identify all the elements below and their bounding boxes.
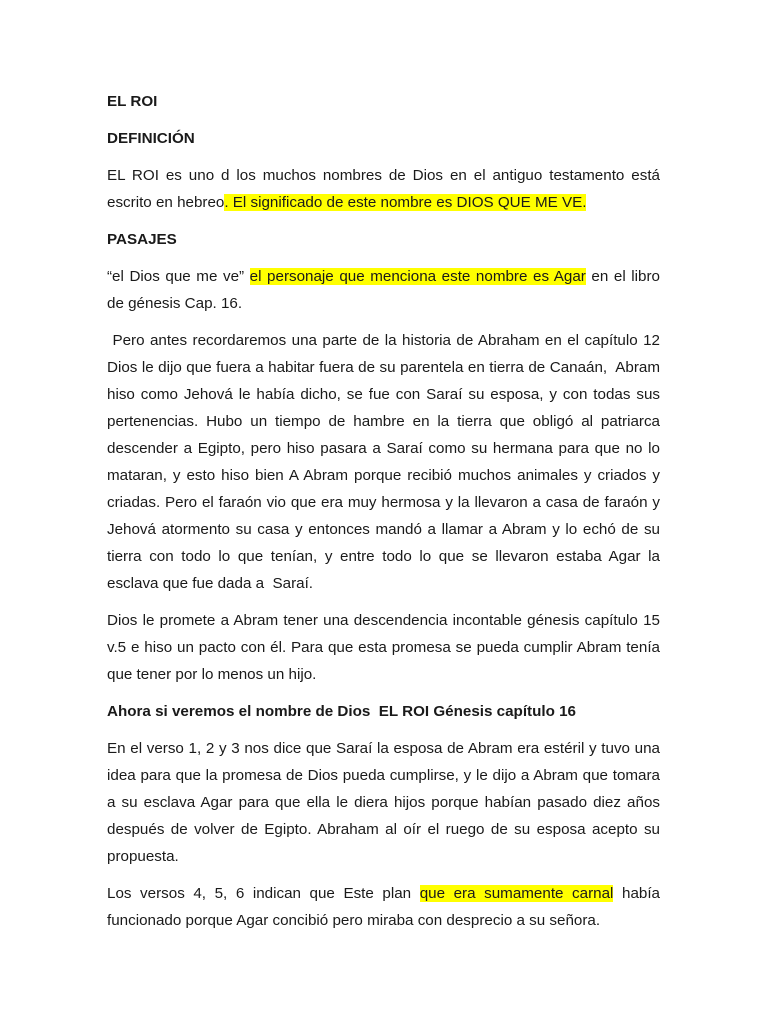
promise-paragraph — [107, 607, 660, 688]
plan-text-after: había funcionado porque Agar concibió pero miraba con desprecio a su señora. — [107, 885, 660, 929]
history-text: Pero antes recordaremos una parte de la historia de Abraham en el capítulo 12 Dios le dijo que fuera a habitar fuera de su parentela en tierra de Canaán, Abram hiso como Jehová le había dicho, se fue con Saraí su esposa, y con todas sus pertenencias. Hubo un tiempo de hambre en la tierra que obligó al patriarca descender a Egipto, pero hiso pasara a Saraí como su hermana para que no lo mataran, y esto hiso bien A Abram porque recibió muchos animales y criados y criadas. Pero el faraón vio que era muy hermosa y la llevaron a casa de faraón y Jehová atormento su casa y entonces mandó a llamar a Abram y lo echó de su tierra con todo lo que tenían, y entre todo lo que se llevaron estaba Agar la esclava que fue dada a Saraí. — [107, 332, 665, 592]
definition-highlight: . El significado de este nombre es DIOS QUE ME VE. — [224, 194, 587, 211]
heading-definition-text: DEFINICIÓN — [107, 130, 195, 147]
passage-text-after: en el libro de génesis Cap. 16. — [107, 268, 660, 312]
definition-text: EL ROI es uno d los muchos nombres de Dios en el antiguo testamento está escrito en hebreo — [107, 167, 660, 211]
definition-paragraph — [107, 162, 660, 216]
plan-highlight: que era sumamente carnal — [419, 885, 614, 902]
document-title — [107, 88, 660, 115]
passage-paragraph — [107, 263, 660, 317]
heading-passages-text: PASAJES — [107, 231, 177, 248]
history-paragraph — [107, 327, 665, 597]
title-text: EL ROI — [107, 93, 158, 110]
passage-text-before: “el Dios que me ve” — [107, 268, 250, 285]
heading-passages — [107, 226, 660, 253]
plan-paragraph — [107, 880, 660, 934]
verses-text: En el verso 1, 2 y 3 nos dice que Saraí la esposa de Abram era estéril y tuvo una idea para que la promesa de Dios pueda cumplirse, y le dijo a Abram que tomara a su esclava Agar para que ella le diera hijos porque habían pasado diez años después de volver de Egipto. Abraham al oír el ruego de su esposa acepto su propuesta. — [107, 740, 660, 865]
heading-genesis — [107, 698, 660, 725]
document-body — [107, 88, 665, 944]
promise-text: Dios le promete a Abram tener una descendencia incontable génesis capítulo 15 v.5 e hiso un pacto con él. Para que esta promesa se pueda cumplir Abram tenía que tener por lo menos un hijo. — [107, 612, 660, 683]
plan-text-before: Los versos 4, 5, 6 indican que Este plan — [107, 885, 420, 902]
heading-definition — [107, 125, 660, 152]
passage-highlight: el personaje que menciona este nombre es Agar — [249, 268, 586, 285]
heading-genesis-text: Ahora si veremos el nombre de Dios EL ROI Génesis capítulo 16 — [107, 703, 576, 720]
verses-paragraph — [107, 735, 660, 870]
